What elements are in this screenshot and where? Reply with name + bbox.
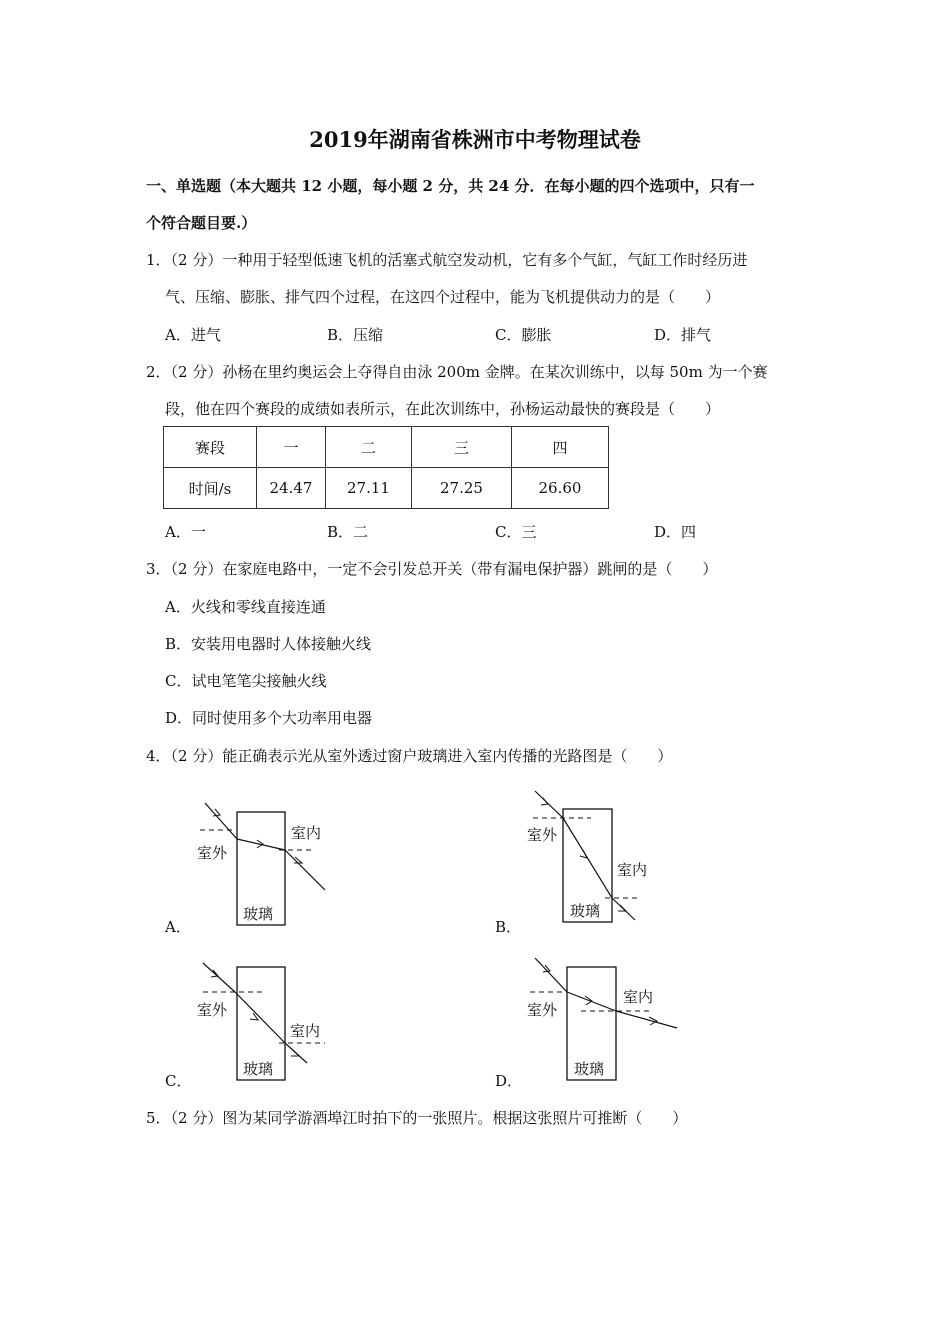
q3-option-d[interactable]: D．同时使用多个大功率用电器 [165,709,373,727]
q4-option-d[interactable]: D． [495,1072,523,1090]
q1-stem-line2: 气、压缩、膨胀、排气四个过程，在这四个过程中，能为飞机提供动力的是（ ） [165,288,721,306]
page-title: 2019年湖南省株洲市中考物理试卷 [309,127,641,152]
q2-option-c[interactable]: C．三 [495,523,537,541]
q1-option-b[interactable]: B．压缩 [327,326,384,344]
table-cell: 时间/s [164,468,257,509]
q4-option-c[interactable]: C． [165,1072,192,1090]
label-outside: 室外 [527,1001,558,1019]
label-inside: 室内 [291,824,322,842]
q3-option-b[interactable]: B．安装用电器时人体接触火线 [165,635,372,653]
table-cell: 27.25 [412,468,512,509]
table-header-row [164,427,609,468]
q1-option-a[interactable]: A．进气 [165,326,221,344]
q4-option-b[interactable]: B． [495,918,522,936]
q3-option-c[interactable]: C．试电笔笔尖接触火线 [165,672,327,690]
table-header-cell: 二 [326,427,412,468]
section-heading-line1: 一、单选题（本大题共 12 小题，每小题 2 分，共 24 分．在每小题的四个选项中，只有一 [146,177,755,195]
label-inside: 室内 [617,861,648,879]
q2-option-b[interactable]: B．二 [327,523,369,541]
label-glass: 玻璃 [243,905,274,923]
table-header-cell: 赛段 [164,427,257,468]
table-cell: 26.60 [512,468,609,509]
section-heading-line2: 个符合题目要.） [146,214,257,232]
q2-option-a[interactable]: A．一 [165,523,206,541]
label-inside: 室内 [623,988,654,1006]
table-cell: 27.11 [326,468,412,509]
q1-option-d[interactable]: D．排气 [654,326,712,344]
label-outside: 室外 [197,1001,228,1019]
label-glass: 玻璃 [570,902,601,920]
q5-stem: 5．（2 分）图为某同学游酒埠江时拍下的一张照片。根据这张照片可推断（ ） [146,1109,688,1127]
table-header-cell: 一 [257,427,326,468]
table-header-cell: 三 [412,427,512,468]
q2-stem-line2: 段，他在四个赛段的成绩如表所示，在此次训练中，孙杨运动最快的赛段是（ ） [165,400,721,418]
q2-results-table [163,426,609,509]
q1-stem-line1: 1．（2 分）一种用于轻型低速飞机的活塞式航空发动机，它有多个气缸，气缸工作时经历进 [146,251,748,269]
table-header-cell: 四 [512,427,609,468]
q3-stem: 3．（2 分）在家庭电路中，一定不会引发总开关（带有漏电保护器）跳闸的是（ ） [146,560,718,578]
table-cell: 24.47 [257,468,326,509]
q2-option-d[interactable]: D．四 [654,523,697,541]
label-inside: 室内 [290,1022,321,1040]
light-path-diagram-d [525,955,685,1085]
label-glass: 玻璃 [574,1060,605,1078]
label-outside: 室外 [197,844,228,862]
table-row [164,468,609,509]
q4-option-a[interactable]: A． [165,918,191,936]
label-glass: 玻璃 [243,1060,274,1078]
light-path-diagram-b [525,788,670,928]
label-outside: 室外 [527,826,558,844]
light-path-diagram-a [195,795,335,930]
q3-option-a[interactable]: A．火线和零线直接连通 [165,598,326,616]
q2-stem-line1: 2．（2 分）孙杨在里约奥运会上夺得自由泳 200m 金牌。在某次训练中，以每 50m 为一个赛 [146,363,768,381]
light-path-diagram-c [195,955,335,1085]
q1-option-c[interactable]: C．膨胀 [495,326,552,344]
q4-stem: 4．（2 分）能正确表示光从室外透过窗户玻璃进入室内传播的光路图是（ ） [146,747,673,765]
